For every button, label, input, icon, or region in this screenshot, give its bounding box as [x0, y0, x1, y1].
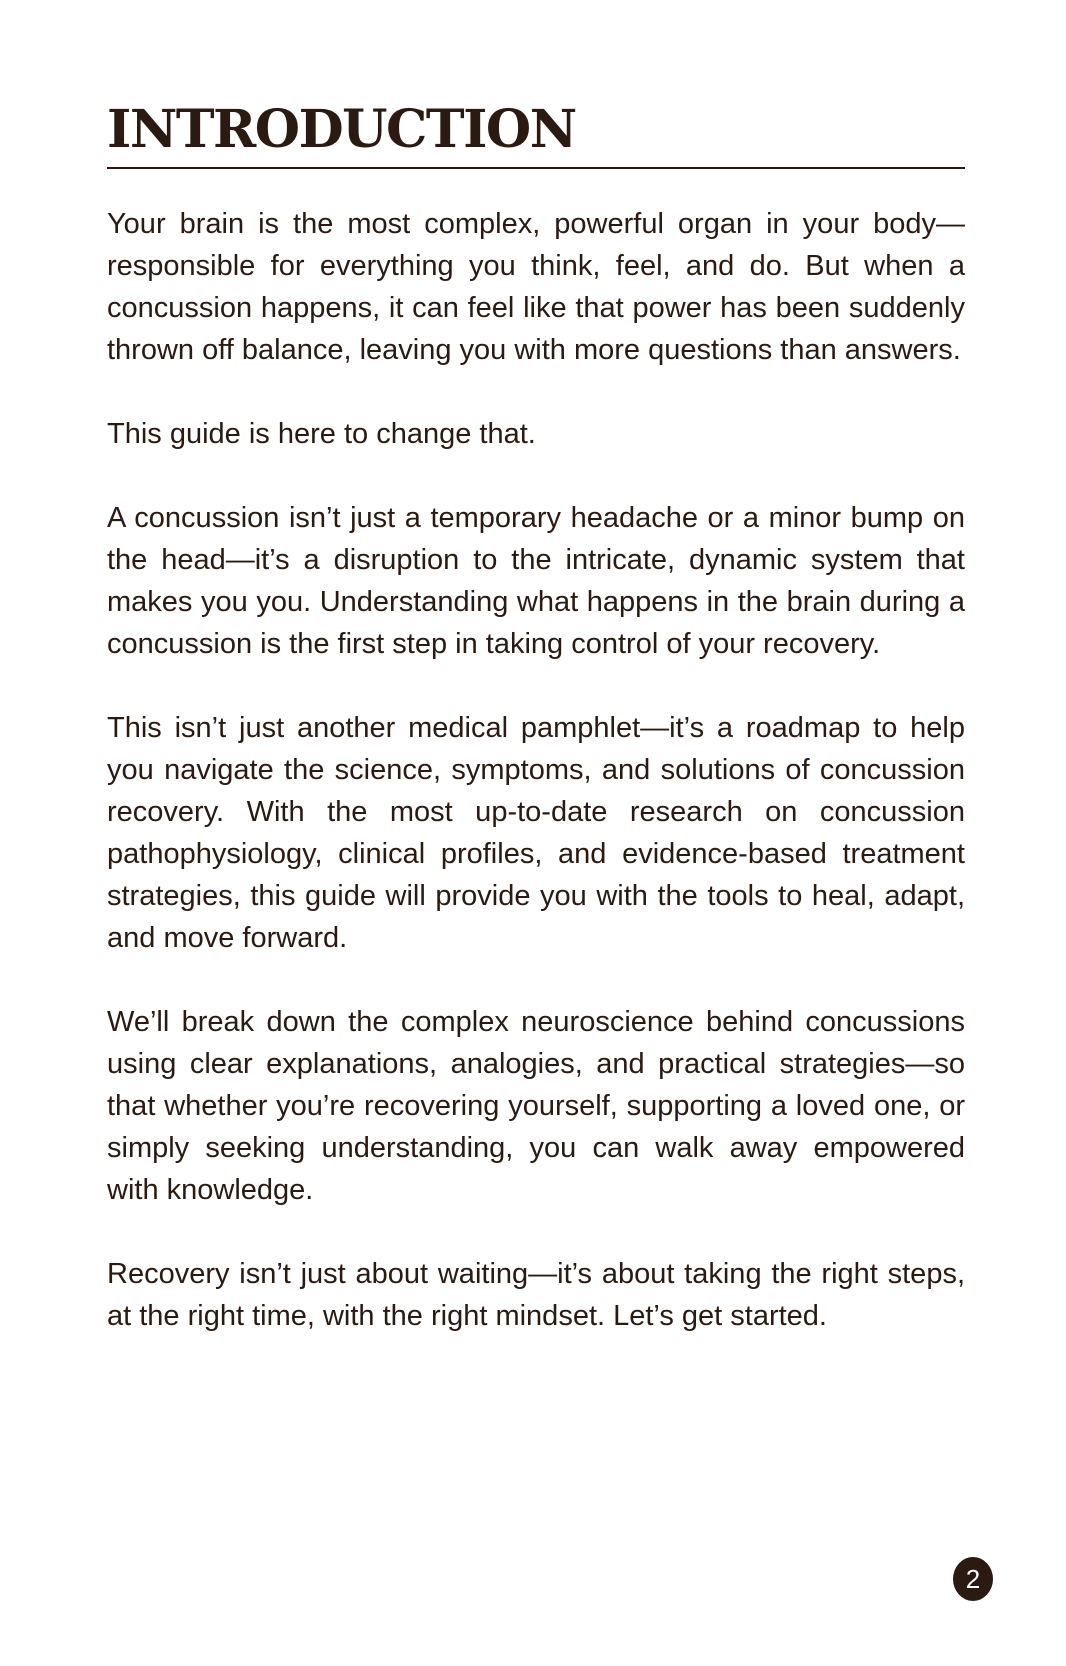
paragraph-6: Recovery isn’t just about waiting—it’s about taking the right steps, at the right time, with the right mindset. Let’s get started. — [107, 1258, 965, 1332]
paragraph-1: Your brain is the most complex, powerful organ in your body—responsible for everything you think, feel, and do. But when a concussion happens, it can feel like that power has been suddenly thrown off balance, leaving you with more questions than answers. — [107, 208, 965, 366]
page-number-badge: 2 — [953, 1557, 993, 1601]
paragraph-3: A concussion isn’t just a temporary headache or a minor bump on the head—it’s a disruption to the intricate, dynamic system that makes you you. Understanding what happens in the brain during a concussion is the first step in taking control of your recovery. — [107, 502, 965, 660]
page-title: INTRODUCTION — [107, 99, 576, 160]
paragraph-4: This isn’t just another medical pamphlet—it’s a roadmap to help you navigate the science, symptoms, and solutions of concussion recovery. With the most up-to-date research on concussion pathophysiology, clinical profiles, and evidence-based treatment strategies, this guide will provide you with the tools to heal, adapt, and move forward. — [107, 712, 965, 954]
paragraph-5: We’ll break down the complex neuroscience behind concussions using clear explanations, analogies, and practical strategies—so that whether you’re recovering yourself, supporting a loved one, or simply seeking understanding, you can walk away empowered with knowledge. — [107, 1006, 965, 1206]
heading-divider — [107, 167, 965, 169]
body-text — [107, 203, 965, 1379]
paragraph-2: This guide is here to change that. — [107, 418, 536, 450]
